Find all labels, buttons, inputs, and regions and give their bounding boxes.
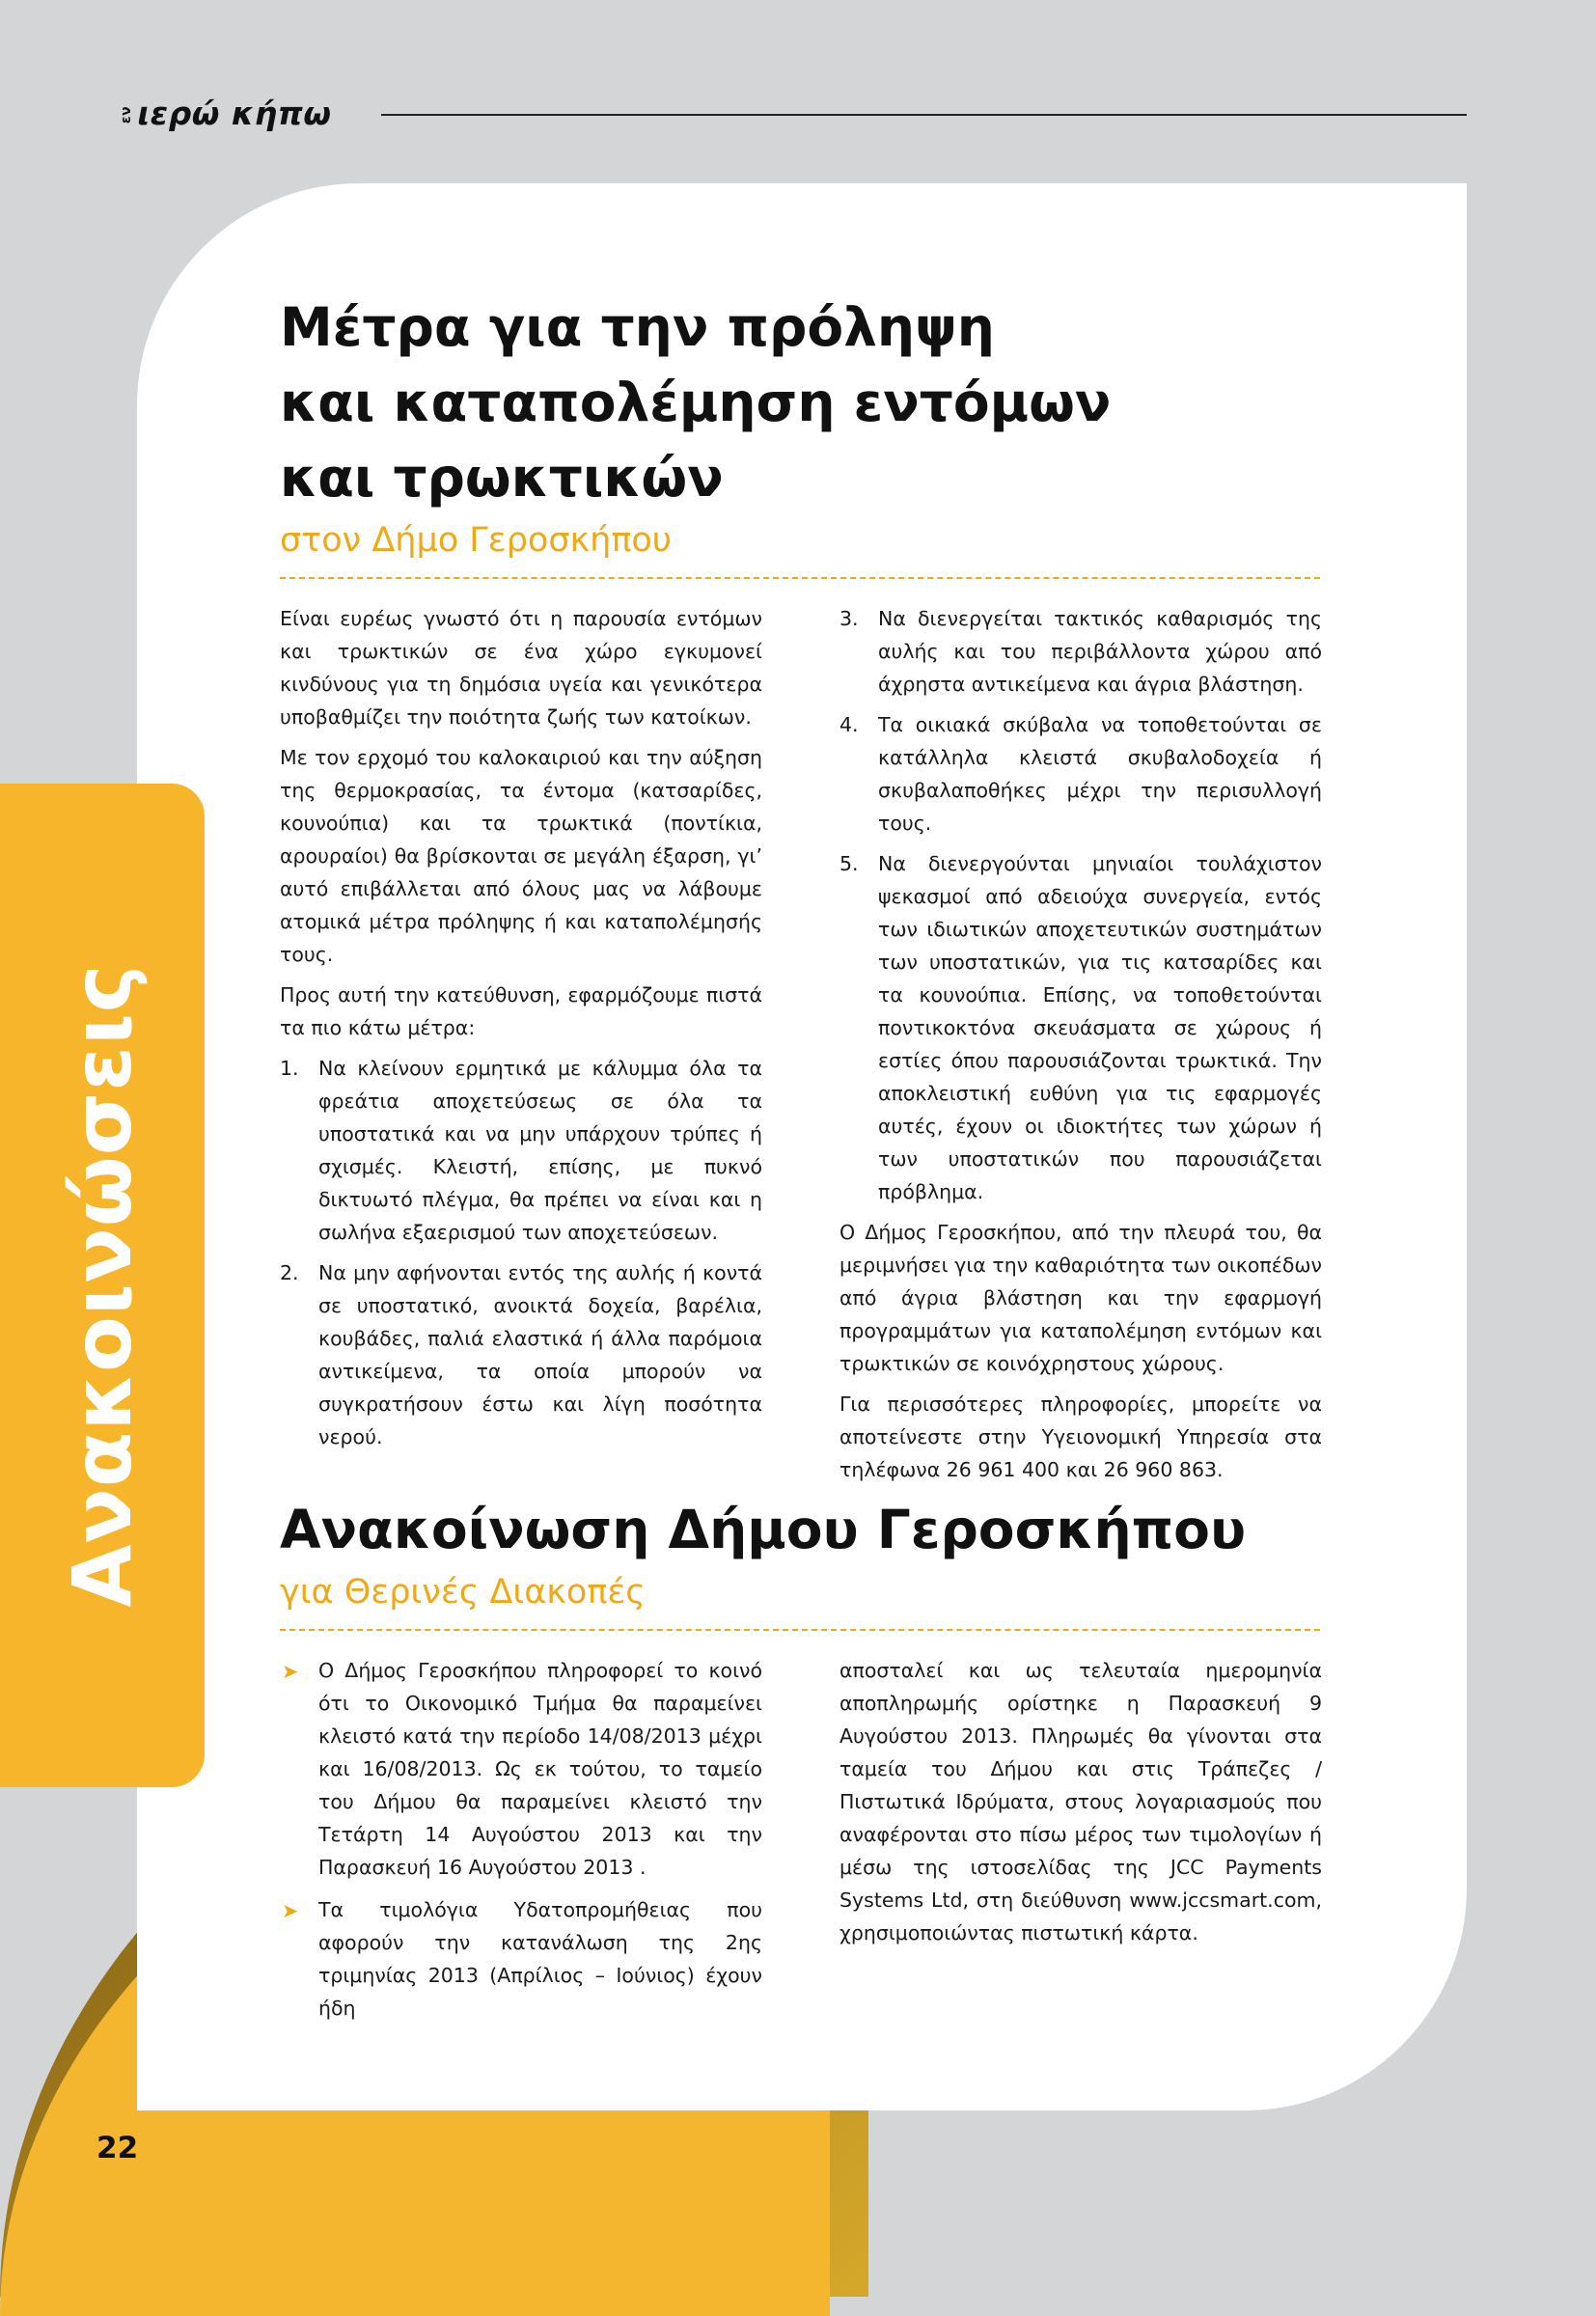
- list-item: [839, 847, 1322, 1208]
- list-item: [280, 1052, 762, 1249]
- paragraph: Προς αυτή την κατεύθυνση, εφαρμόζουμε πιστά τα πιο κάτω μέτρα:: [280, 983, 762, 1039]
- list-text: Τα οικιακά σκύβαλα να τοποθετούνται σε κατάλληλα κλειστά σκυβαλοδοχεία ή σκυβαλαποθήκες μέχρι την περισυλλογή τους.: [878, 713, 1322, 835]
- paragraph: Ο Δήμος Γεροσκήπου, από την πλευρά του, θα μεριμνήσει για την καθαριότητα των οικοπέδων από άγρια βλάστηση και την εφαρμογή προγραμμάτων για καταπολέμηση εντόμων και τρωκτικών σε κοινόχρηστους χώρους.: [839, 1221, 1322, 1375]
- logo-text: ιερώ κήπω: [137, 95, 332, 132]
- list-item: [280, 1893, 762, 2025]
- header-rule: [381, 114, 1467, 116]
- list-number: 3.: [839, 607, 859, 630]
- article2-right-column: [839, 1654, 1322, 2034]
- list-text: Να μην αφήνονται εντός της αυλής ή κοντά σε υποστατικό, ανοικτά δοχεία, βαρέλια, κουβάδες, παλιά ελαστικά ή άλλα παρόμοια αντικείμενα, τα οποία μπορούν να συγκρατήσουν έστω και λίγη ποσότητα νερού.: [318, 1261, 762, 1448]
- article1-subtitle: στον Δήμο Γεροσκήπου: [280, 521, 673, 560]
- article-summer-holidays: [280, 1492, 1322, 2034]
- list-item: [839, 602, 1322, 701]
- list-text: Ο Δήμος Γεροσκήπου πληροφορεί το κοινό ότι το Οικονομικό Τμήμα θα παραμείνει κλειστό κατά την περίοδο 14/08/2013 μέχρι και 16/08/2013. Ως εκ τούτου, το ταμείο του Δήμου θα παραμείνει κλειστό την Τετάρτη 14 Αυγούστου 2013 και την Παρασκευή 16 Αυγούστου 2013 .: [318, 1659, 762, 1879]
- sidebar-label: Ανακοινώσεις: [55, 963, 150, 1608]
- article1-left-column: [280, 602, 762, 1494]
- article2-subtitle: για Θερινές Διακοπές: [280, 1573, 646, 1612]
- article1-title-line: Μέτρα για την πρόληψη: [280, 296, 995, 358]
- list-number: 2.: [280, 1261, 299, 1284]
- list-text: Να κλείνουν ερμητικά με κάλυμμα όλα τα φρεάτια αποχετεύσεως σε όλα τα υποστατικά και να μην υπάρχουν τρύπες ή σχισμές. Κλειστή, επίσης, με πυκνό δικτυωτό πλέγμα, θα πρέπει να είναι και η σωλήνα εξαερισμού των αποχετεύσεων.: [318, 1057, 762, 1244]
- arrow-bullet-icon: ➤: [282, 1899, 299, 1922]
- arrow-bullet-icon: ➤: [282, 1660, 299, 1683]
- list-text: Τα τιμολόγια Υδατοπρομήθειας που αφορούν την κατανάλωση της 2ης τριμηνίας 2013 (Απρίλιος – Ιούνιος) έχουν ήδη: [318, 1898, 762, 2020]
- paragraph: Για περισσότερες πληροφορίες, μπορείτε να αποτείνεστε στην Υγειονομική Υπηρεσία στα τηλέφωνα 26 961 400 και 26 960 863.: [839, 1392, 1322, 1481]
- article1-title-line: και τρωκτικών: [280, 447, 724, 509]
- logo-superscript: εν: [119, 105, 135, 124]
- article1-right-column: [839, 602, 1322, 1494]
- article1-title-line: και καταπολέμηση εντόμων: [280, 372, 1112, 433]
- logo: [118, 95, 332, 132]
- list-number: 4.: [839, 713, 859, 736]
- dashed-divider: [280, 1629, 1320, 1631]
- page-number: 22: [96, 2131, 139, 2165]
- list-number: 5.: [839, 852, 859, 875]
- list-text: Να διενεργούνται μηνιαίοι τουλάχιστον ψεκασμοί από αδειούχα συνεργεία, εντός των ιδιωτικών αποχετευτικών συστημάτων των υποστατικών, για τις κατσαρίδες και τα κουνούπια. Επίσης, να τοποθετούνται ποντικοκτόνα σκευάσματα σε χώρους ή εστίες όπου παρουσιάζονται τρωκτικά. Την αποκλειστική ευθύνη για τις εφαρμογές αυτές, έχουν οι ιδιοκτήτες των χώρων ή των υποστατικών που παρουσιάζεται πρόβλημα.: [878, 852, 1322, 1203]
- article1-title: [280, 290, 1322, 515]
- list-number: 1.: [280, 1057, 299, 1080]
- list-item: [280, 1654, 762, 1884]
- announcement-list: [280, 1654, 762, 2025]
- measures-list-continued: [839, 602, 1322, 1208]
- dashed-divider: [280, 577, 1320, 579]
- article2-title: Ανακοίνωση Δήμου Γεροσκήπου: [280, 1499, 1247, 1560]
- list-item: [280, 1256, 762, 1453]
- list-text: Να διενεργείται τακτικός καθαρισμός της αυλής και του περιβάλλοντα χώρου από άχρηστα αντικείμενα και άγρια βλάστηση.: [878, 607, 1322, 696]
- article2-left-column: [280, 1654, 762, 2034]
- paragraph: αποσταλεί και ως τελευταία ημερομηνία αποπληρωμής ορίστηκε η Παρασκευή 9 Αυγούστου 2013. Πληρωμές θα γίνονται στα ταμεία του Δήμου και στις Τράπεζες / Πιστωτικά Ιδρύματα, στους λογαριασμούς που αναφέρονται στο πίσω μέρος των τιμολογίων ή μέσω της ιστοσελίδας της JCC Payments Systems Ltd, στη διεύθυνση www.jccsmart.com, χρησιμοποιώντας πιστωτική κάρτα.: [839, 1659, 1322, 1944]
- list-item: [839, 708, 1322, 840]
- measures-list: [280, 1052, 762, 1453]
- article-pest-control: [280, 290, 1322, 1494]
- paragraph: Είναι ευρέως γνωστό ότι η παρουσία εντόμων και τρωκτικών σε ένα χώρο εγκυμονεί κινδύνους για τη δημόσια υγεία και γενικότερα υποβαθμίζει την ποιότητα ζωής των κατοίκων.: [280, 607, 762, 729]
- paragraph: Με τον ερχομό του καλοκαιριού και την αύξηση της θερμοκρασίας, τα έντομα (κατσαρίδες, κουνούπια) και τα τρωκτικά (ποντίκια, αρουραίοι) θα βρίσκονται σε μεγάλη έξαρση, γι’ αυτό επιβάλλεται από όλους μας να λάβουμε ατομικά μέτρα πρόληψης ή και καταπολέμησής τους.: [280, 746, 762, 966]
